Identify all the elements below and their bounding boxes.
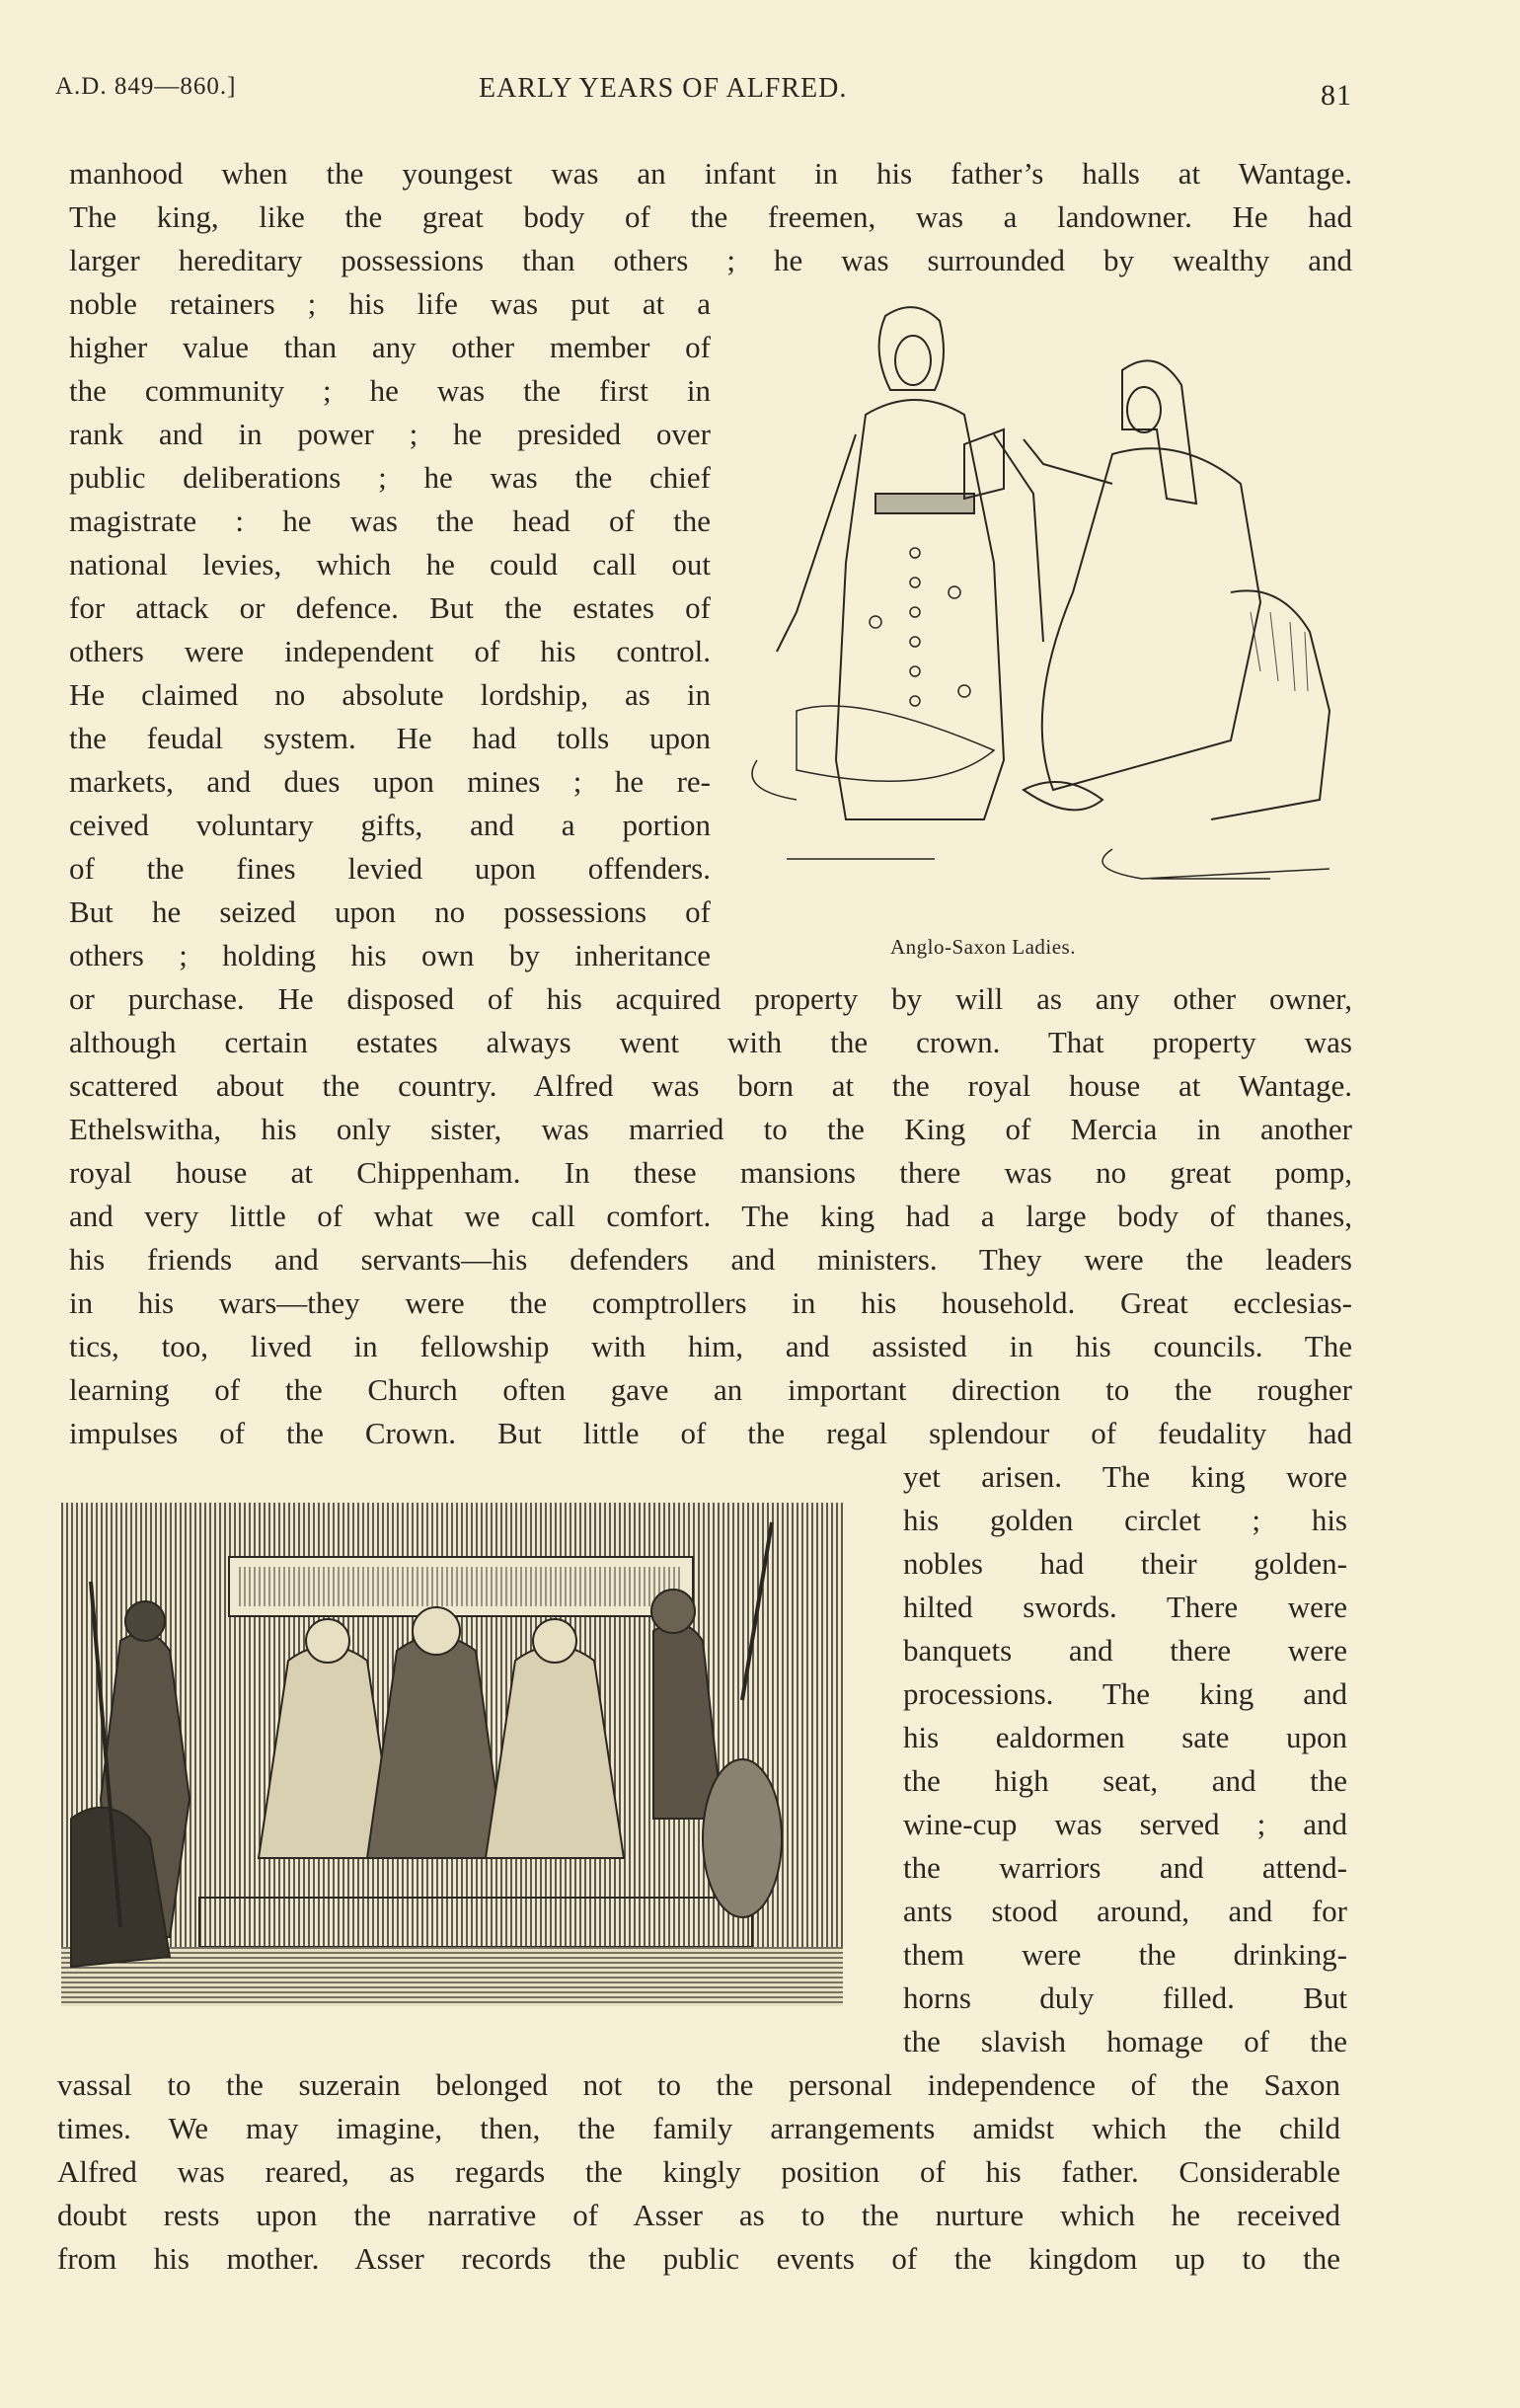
text-line: horns duly filled. But [903, 1981, 1347, 2015]
text-line: the high seat, and the [903, 1763, 1347, 1798]
text-line: Ethelswitha, his only sister, was married to the King of Mercia in another [69, 1112, 1352, 1146]
figure-caption: Anglo-Saxon Ladies. [890, 935, 1076, 959]
text-line: times. We may imagine, then, the family arrangements amidst which the child [57, 2111, 1340, 2145]
saxon-feast-illustration [61, 1503, 843, 2006]
text-line: although certain estates always went with the crown. That property was [69, 1025, 1352, 1059]
text-line: learning of the Church often gave an important direction to the rougher [69, 1372, 1352, 1407]
text-line: others ; holding his own by inheritance [69, 938, 711, 972]
text-line: He claimed no absolute lordship, as in [69, 677, 711, 712]
text-line: his friends and servants—his defenders and ministers. They were the leaders [69, 1242, 1352, 1277]
text-line: Alfred was reared, as regards the kingly position of his father. Considerable [57, 2154, 1340, 2189]
page-number: 81 [1321, 79, 1352, 112]
text-line: the slavish homage of the [903, 2024, 1347, 2058]
text-line: public deliberations ; he was the chief [69, 460, 711, 495]
text-line: nobles had their golden- [903, 1546, 1347, 1581]
text-line: noble retainers ; his life was put at a [69, 286, 711, 321]
text-line: scattered about the country. Alfred was born at the royal house at Wantage. [69, 1068, 1352, 1103]
text-line: doubt rests upon the narrative of Asser as to the nurture which he received [57, 2198, 1340, 2232]
text-line: for attack or defence. But the estates of [69, 590, 711, 625]
text-line: or purchase. He disposed of his acquired property by will as any other owner, [69, 981, 1352, 1016]
text-line: national levies, which he could call out [69, 547, 711, 582]
text-line: rank and in power ; he presided over [69, 417, 711, 451]
text-line: his ealdormen sate upon [903, 1720, 1347, 1754]
text-line: from his mother. Asser records the public events of the kingdom up to the [57, 2241, 1340, 2276]
text-line: processions. The king and [903, 1676, 1347, 1711]
running-header-left: A.D. 849—860.] [55, 73, 237, 100]
text-line: manhood when the youngest was an infant in his father’s halls at Wantage. [69, 156, 1352, 191]
text-line: ants stood around, and for [903, 1894, 1347, 1928]
text-line: larger hereditary possessions than others ; he was surrounded by wealthy and [69, 243, 1352, 277]
running-header-title: EARLY YEARS OF ALFRED. [479, 73, 848, 104]
text-line: impulses of the Crown. But little of the regal splendour of feudality had [69, 1416, 1352, 1450]
text-line: the community ; he was the first in [69, 373, 711, 408]
text-line: markets, and dues upon mines ; he re- [69, 764, 711, 799]
text-line: and very little of what we call comfort. The king had a large body of thanes, [69, 1199, 1352, 1233]
text-line: wine-cup was served ; and [903, 1807, 1347, 1841]
text-line: higher value than any other member of [69, 330, 711, 364]
text-line: others were independent of his control. [69, 634, 711, 668]
text-line: them were the drinking- [903, 1937, 1347, 1972]
text-line: tics, too, lived in fellowship with him, and assisted in his councils. The [69, 1329, 1352, 1363]
text-line: the warriors and attend- [903, 1850, 1347, 1885]
text-line: his golden circlet ; his [903, 1503, 1347, 1537]
text-line: magistrate : he was the head of the [69, 504, 711, 538]
text-line: royal house at Chippenham. In these mansions there was no great pomp, [69, 1155, 1352, 1190]
anglo-saxon-ladies-illustration [737, 296, 1352, 928]
text-line: The king, like the great body of the freemen, was a landowner. He had [69, 199, 1352, 234]
text-line: in his wars—they were the comptrollers in his household. Great ecclesias- [69, 1285, 1352, 1320]
text-line: hilted swords. There were [903, 1590, 1347, 1624]
text-line: of the fines levied upon offenders. [69, 851, 711, 886]
text-line: But he seized upon no possessions of [69, 894, 711, 929]
text-line: the feudal system. He had tolls upon [69, 721, 711, 755]
text-line: banquets and there were [903, 1633, 1347, 1668]
text-line: vassal to the suzerain belonged not to the personal independence of the Saxon [57, 2067, 1340, 2102]
text-line: ceived voluntary gifts, and a portion [69, 808, 711, 842]
text-line: yet arisen. The king wore [903, 1459, 1347, 1494]
